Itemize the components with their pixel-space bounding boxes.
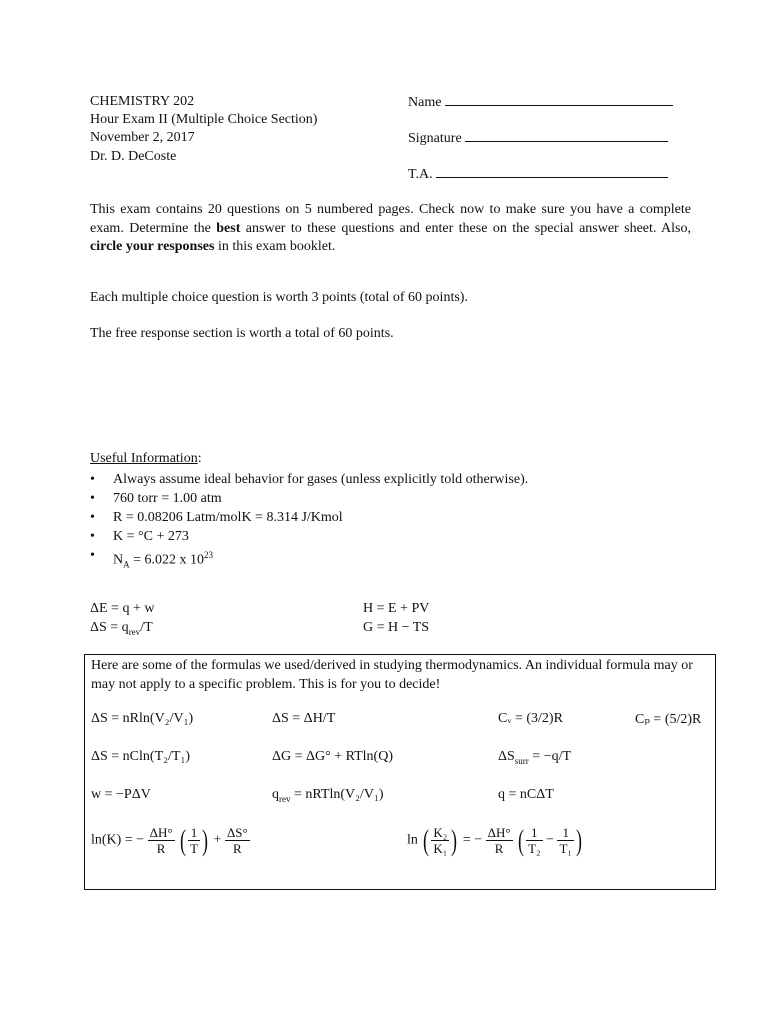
paren-left: ( [518,823,525,857]
formula-ds-enthalpy: ΔS = ΔH/T [272,711,336,726]
eq-entropy [90,620,153,637]
exam-title: Hour Exam II (Multiple Choice Section) [90,112,318,128]
formula-ds-surr-rhs: = −q/T [528,749,572,764]
list-item [90,546,528,570]
eq-enthalpy: H = E + PV [363,601,430,616]
signature-label: Signature [408,131,462,146]
points-mc: Each multiple choice question is worth 3 points (total of 60 points). [90,290,468,305]
name-line[interactable] [445,93,673,106]
lnk-ds: ΔS° [226,825,248,840]
vh-k1: K₁ [433,841,448,856]
list-item: • 760 torr = 1.00 atm [90,489,528,508]
useful-info-title: Useful Information [90,451,198,466]
paren-right: ) [575,823,582,857]
vh-t2: T₂ [528,841,541,856]
formula-q: q = nCΔT [498,787,554,802]
useful-info-heading [90,451,202,467]
vh-r: R [494,841,504,856]
formula-ds-temperature: ΔS = nCln(T₂/T₁) [91,749,190,764]
lnk-inv-t-fraction [188,825,200,856]
signature-line[interactable] [465,129,668,142]
formula-qrev-sub: rev [279,793,291,804]
list-item: • Always assume ideal behavior for gases (unless explicitly told otherwise). [90,470,528,489]
lnk-one: 1 [188,825,200,841]
vh-dh-fraction [486,825,513,856]
formula-ds-volume: ΔS = nRln(V₂/V₁) [91,711,194,726]
name-label: Name [408,95,442,110]
vh-k-fraction [431,825,449,856]
vh-ln: ln [407,832,418,848]
useful-info-list [90,470,529,570]
formula-cv: Cᵥ = (3/2)R [498,711,563,726]
formula-work: w = −PΔV [91,787,151,802]
formula-vant-hoff [407,825,584,856]
instructions-text-1: This exam contains 20 questions on 5 numbered pages. Check now to make sure you have a complete exam. Determine the [90,202,691,236]
eq-gibbs: G = H − TS [363,620,430,635]
vh-one-b: 1 [557,825,573,841]
lnk-ds-fraction [225,825,250,856]
instructions-best: best [216,220,241,236]
formula-cp: Cₚ = (5/2)R [635,712,702,727]
instructions-text-3: in this exam booklet. [214,239,336,254]
formula-lnk [91,825,250,856]
instructions-circle: circle your responses [90,239,215,254]
instructions-paragraph [90,201,691,257]
vh-minus: − [546,832,554,848]
eq-entropy-sub: rev [128,626,141,637]
course-title: CHEMISTRY 202 [90,94,195,109]
points-fr: The free response section is worth a total of 60 points. [90,326,394,341]
lnk-dh-fraction [148,825,175,856]
eq-energy: ΔE = q + w [90,601,155,616]
instructions-text-2: answer to these questions and enter these on the special answer sheet. Also, [240,220,691,236]
na-subscript: A [123,559,130,570]
useful-info-colon: : [197,451,202,466]
formula-ds-surr [498,749,571,766]
list-item: • R = 0.08206 Latm/molK = 8.314 J/Kmol [90,508,528,527]
lnk-r: R [156,841,166,856]
na-value: = 6.022 x 10 [129,552,205,568]
formula-qrev-lhs: q [272,787,279,802]
ta-line[interactable] [436,165,668,178]
lnk-dh: ΔH° [149,825,173,840]
ta-label: T.A. [408,167,433,182]
name-field[interactable] [408,93,673,111]
na-symbol: N [113,552,124,568]
exam-date: November 2, 2017 [90,130,195,146]
ta-field[interactable] [408,165,668,183]
signature-field[interactable] [408,129,668,147]
vh-t1: T₁ [559,841,572,856]
list-item: • K = °C + 273 [90,527,528,546]
lnk-plus: + [213,832,222,848]
paren-right: ) [202,823,209,857]
paren-left: ( [180,823,187,857]
vh-t2-fraction [526,825,542,856]
vh-dh: ΔH° [487,825,511,840]
formula-qrev-rhs: = nRTln(V₂/V₁) [290,787,384,802]
eq-entropy-lhs: ΔS = q [90,620,129,635]
formula-ds-surr-lhs: ΔS [498,749,515,764]
vh-eq: = − [462,832,483,848]
formula-box-intro: Here are some of the formulas we used/derived in studying thermodynamics. An individual formula may or may not apply to a specific problem. This is for you to decide! [91,658,693,692]
vh-one-a: 1 [526,825,542,841]
formula-dg: ΔG = ΔG° + RTln(Q) [272,749,393,764]
exam-header [90,93,317,166]
lnk-lhs: ln(K) = − [91,832,145,848]
lnk-t: T [190,841,199,856]
eq-entropy-rhs: /T [140,620,153,635]
vh-k2: K₂ [433,825,448,840]
paren-left: ( [423,823,430,857]
formula-ds-surr-sub: surr [514,755,529,766]
instructor-name: Dr. D. DeCoste [90,148,177,164]
formula-box [84,654,716,890]
na-exponent: 23 [204,550,214,560]
paren-right: ) [451,823,458,857]
vh-t1-fraction [557,825,573,856]
formula-qrev [272,787,384,804]
lnk-r2: R [233,841,242,856]
